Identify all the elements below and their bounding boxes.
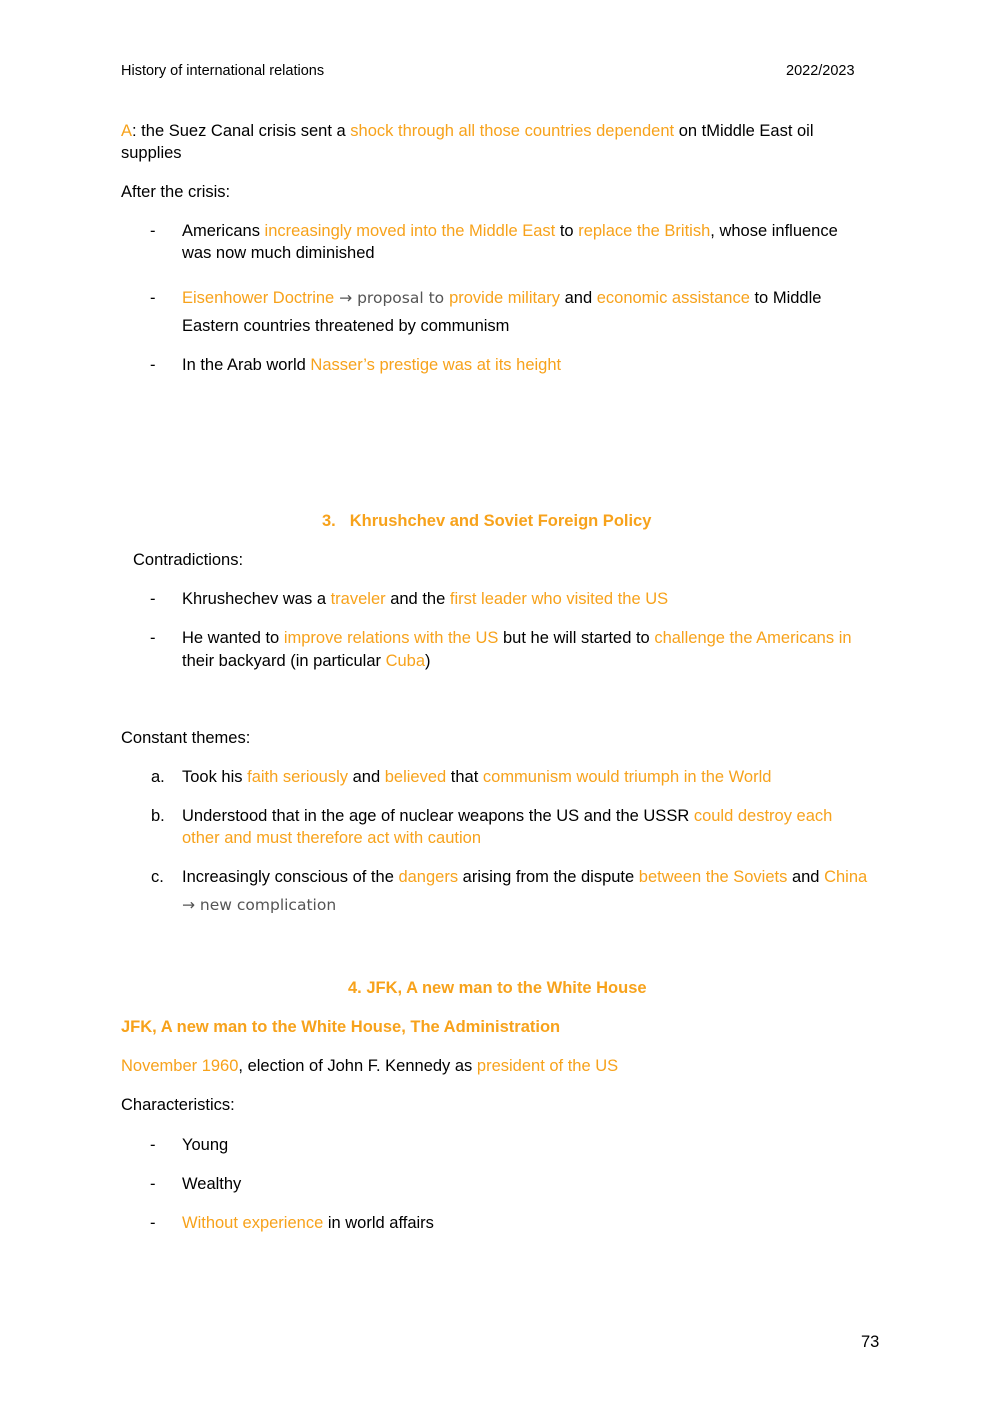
running-header-title: History of international relations	[121, 63, 325, 79]
intro-highlight: shock through all those countries dependent	[350, 122, 675, 140]
intro-text: on tMiddle East oil	[674, 122, 814, 140]
item-text: )	[425, 652, 431, 670]
list-item	[182, 287, 821, 309]
item-highlight: challenge the Americans in	[654, 629, 852, 647]
item-highlight: believed	[384, 768, 447, 786]
list-dash: -	[150, 629, 156, 647]
election-highlight: president of the US	[476, 1057, 619, 1075]
intro-line-1	[121, 120, 814, 142]
item-text: and	[560, 289, 597, 307]
subsection-heading: JFK, A new man to the White House, The Administration	[121, 1018, 561, 1036]
item-text: arising from the dispute	[458, 868, 639, 886]
page-number: 73	[861, 1333, 880, 1351]
intro-label: A	[121, 122, 133, 140]
section-heading-3	[322, 510, 651, 532]
election-date: November 1960	[121, 1057, 239, 1075]
list-item-continuation: Eastern countries threatened by communism	[182, 317, 510, 335]
item-text: and the	[385, 590, 450, 608]
list-item	[182, 766, 771, 788]
characteristics-heading: Characteristics:	[121, 1096, 235, 1114]
item-highlight: improve relations with the US	[283, 629, 499, 647]
list-dash: -	[150, 222, 156, 240]
item-highlight: Cuba	[385, 652, 426, 670]
list-item-continuation: was now much diminished	[182, 244, 375, 262]
item-text: that	[446, 768, 483, 786]
item-text: their backyard (in particular	[182, 652, 386, 670]
item-highlight: faith seriously	[247, 768, 349, 786]
item-highlight: provide military	[449, 289, 561, 307]
item-text: Understood that in the age of nuclear weapons the US and the USSR	[182, 807, 694, 825]
item-arrow-text: → proposal to	[334, 289, 450, 307]
item-text: In the Arab world	[182, 356, 311, 374]
contradictions-heading: Contradictions:	[133, 551, 244, 569]
election-text: , election of John F. Kennedy as	[238, 1057, 477, 1075]
section-heading-4: 4. JFK, A new man to the White House	[348, 979, 647, 997]
item-text: to	[555, 222, 579, 240]
section-number: 3.	[322, 512, 336, 530]
election-line	[121, 1055, 618, 1077]
item-text: and	[348, 768, 385, 786]
running-header-year: 2022/2023	[786, 63, 855, 79]
item-text: but he will started to	[498, 629, 655, 647]
item-text: Took his	[182, 768, 248, 786]
item-text: He wanted to	[182, 629, 284, 647]
item-highlight: China	[824, 868, 868, 886]
list-dash: -	[150, 1175, 156, 1193]
item-highlight: Without experience	[182, 1214, 324, 1232]
intro-text: : the Suez Canal crisis sent a	[132, 122, 351, 140]
item-highlight: first leader who visited the US	[449, 590, 669, 608]
item-highlight: replace the British	[578, 222, 711, 240]
item-highlight: increasingly moved into the Middle East	[264, 222, 556, 240]
list-dash: -	[150, 1214, 156, 1232]
list-item	[182, 354, 561, 376]
item-text: , whose influence	[710, 222, 838, 240]
after-crisis-heading: After the crisis:	[121, 183, 231, 201]
item-text: Khrushechev was a	[182, 590, 331, 608]
section-title: Khrushchev and Soviet Foreign Policy	[349, 512, 652, 530]
list-marker: a.	[151, 768, 165, 786]
list-item-continuation: other and must therefore act with caution	[182, 829, 481, 847]
list-dash: -	[150, 590, 156, 608]
item-text: Increasingly conscious of the	[182, 868, 399, 886]
item-highlight: Nasser’s prestige was at its height	[310, 356, 562, 374]
item-highlight: communism would triumph in the World	[482, 768, 772, 786]
list-marker: b.	[151, 807, 165, 825]
list-item	[182, 805, 832, 827]
item-highlight: could destroy each	[693, 807, 833, 825]
list-marker: c.	[151, 868, 164, 886]
item-highlight: traveler	[330, 590, 386, 608]
constant-themes-heading: Constant themes:	[121, 729, 251, 747]
item-highlight: economic assistance	[596, 289, 750, 307]
item-highlight: dangers	[398, 868, 459, 886]
list-item-continuation: → new complication	[182, 896, 337, 914]
item-text: in world affairs	[323, 1214, 434, 1232]
item-text: Americans	[182, 222, 265, 240]
list-item: Wealthy	[182, 1175, 242, 1193]
item-text: and	[787, 868, 825, 886]
list-item	[182, 866, 867, 888]
list-item	[182, 1212, 434, 1234]
list-dash: -	[150, 289, 156, 307]
list-item: Young	[182, 1136, 229, 1154]
intro-line-2: supplies	[121, 144, 182, 162]
list-dash: -	[150, 356, 156, 374]
item-text: to Middle	[749, 289, 822, 307]
list-item-continuation	[182, 650, 431, 672]
list-item	[182, 588, 668, 610]
item-highlight: between the Soviets	[638, 868, 788, 886]
list-dash: -	[150, 1136, 156, 1154]
list-item	[182, 220, 838, 242]
item-highlight: Eisenhower Doctrine	[182, 289, 335, 307]
list-item	[182, 627, 852, 649]
